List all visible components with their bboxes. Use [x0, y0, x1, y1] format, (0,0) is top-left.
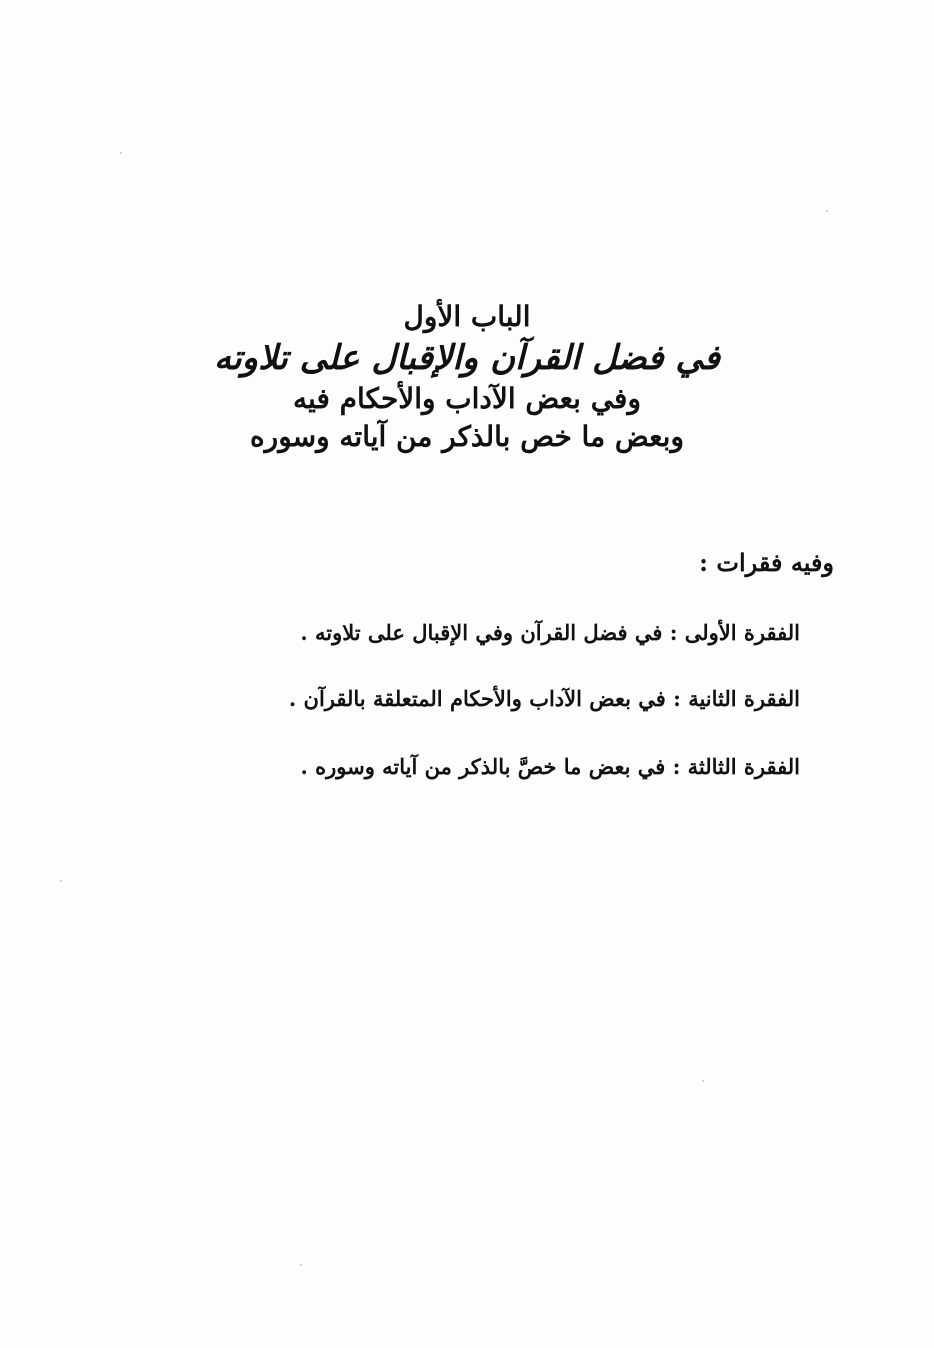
section-item-3: الفقرة الثالثة : في بعض ما خصَّ بالذكر من آياته وسوره .: [300, 754, 800, 779]
section-item-1: الفقرة الأولى : في فضل القرآن وفي الإقبال على تلاوته .: [300, 620, 800, 645]
paper-speck: [300, 1264, 302, 1266]
paper-speck: [826, 210, 828, 212]
paper-speck: [120, 152, 122, 154]
chapter-subtitle-1: في فضل القرآن والإقبال على تلاوته: [213, 337, 720, 378]
chapter-title: الباب الأول: [403, 300, 531, 333]
paper-speck: [702, 1080, 704, 1082]
chapter-subtitle-2: وفي بعض الآداب والأحكام فيه: [293, 382, 641, 416]
paper-speck: [60, 880, 62, 882]
chapter-heading: [0, 300, 934, 454]
chapter-subtitle-3: وبعض ما خص بالذكر من آياته وسوره: [250, 419, 684, 453]
section-item-2: الفقرة الثانية : في بعض الآداب والأحكام المتعلقة بالقرآن .: [288, 686, 800, 711]
sections-intro: وفيه فقرات :: [699, 548, 834, 577]
